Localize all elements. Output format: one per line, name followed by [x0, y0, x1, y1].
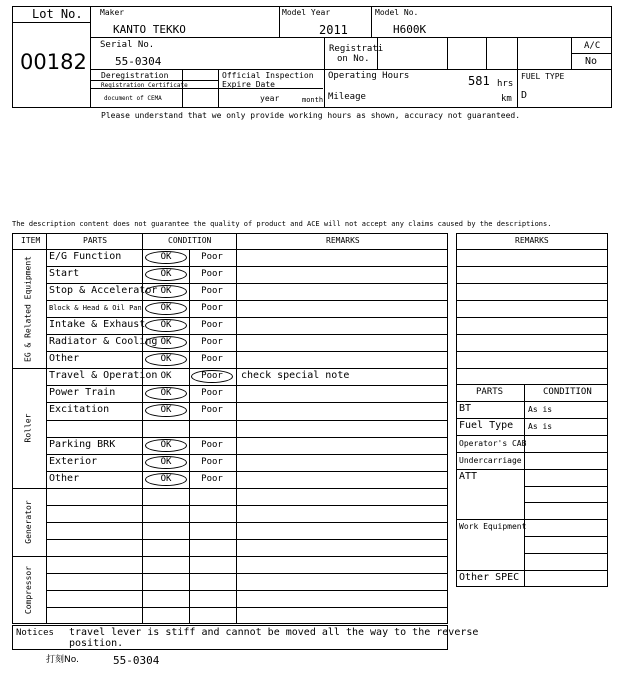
poor-mark: Poor — [201, 337, 223, 348]
ok-mark: OK — [145, 268, 187, 281]
item-group-label: Generator — [24, 500, 33, 544]
notices-label: Notices — [16, 628, 54, 638]
ok-mark: OK — [145, 251, 187, 264]
poor-mark: Poor — [201, 286, 223, 297]
registration-label: Registrati — [329, 44, 384, 54]
ok-mark: OK — [160, 371, 172, 382]
part-name: Exterior — [49, 455, 98, 467]
ok-mark: OK — [145, 285, 187, 298]
poor-mark: Poor — [201, 473, 223, 484]
expire-date-label: Expire Date — [222, 80, 275, 89]
ok-mark: OK — [145, 336, 187, 349]
part-name: E/G Function — [49, 251, 122, 262]
part-name: Excitation — [49, 404, 110, 416]
right-part-name: Other SPEC — [459, 572, 520, 583]
right-part-condition: As is — [528, 405, 553, 414]
poor-mark: Poor — [201, 269, 223, 280]
poor-mark: Poor — [191, 370, 233, 383]
part-name: Other — [49, 472, 80, 484]
part-name: Intake & Exhaust — [49, 319, 146, 331]
right-part-name: Work Equipment — [459, 522, 527, 532]
hrs-unit: hrs — [497, 79, 514, 89]
part-name: Start — [49, 268, 80, 280]
part-name: Travel & Operation — [49, 370, 158, 382]
stamp-no-label: 打刻No. — [46, 655, 79, 665]
item-group-label: Roller — [24, 413, 33, 443]
poor-mark: Poor — [201, 252, 223, 262]
ok-mark: OK — [145, 353, 187, 366]
registration-label-2: on No. — [337, 54, 370, 64]
ok-mark: OK — [145, 387, 187, 400]
part-name: Stop & Accelerator — [49, 285, 158, 297]
serial-value: 55-0304 — [115, 55, 162, 68]
right-condition-header: CONDITION — [543, 387, 592, 397]
operating-hours-value: 581 — [468, 74, 490, 88]
remark-text: check special note — [241, 370, 350, 382]
poor-mark: Poor — [201, 405, 223, 416]
disclaimer: The description content does not guarantee the quality of product and ACE will not accept any claims caused by the descriptions. — [12, 220, 552, 228]
model-no-label: Model No. — [375, 8, 419, 17]
poor-mark: Poor — [201, 456, 223, 467]
lot-number: 00182 — [20, 50, 87, 74]
part-name: Other — [49, 353, 80, 365]
month-label: month — [302, 96, 324, 104]
ok-mark: OK — [145, 456, 187, 469]
cema-document-label: document of CEMA — [104, 95, 162, 102]
col-parts-header: PARTS — [83, 236, 108, 245]
ac-value: No — [585, 56, 598, 67]
ok-mark: OK — [145, 319, 187, 332]
km-unit: km — [501, 94, 512, 104]
registration-certificate-label: Registration Certificate — [101, 82, 188, 89]
deregistration-label: Deregistration — [101, 71, 169, 80]
model-year-label: Model Year — [282, 8, 331, 17]
lot-label: Lot No. — [32, 7, 83, 21]
col-condition-header: CONDITION — [168, 236, 212, 245]
model-no-value: H600K — [393, 23, 427, 36]
right-parts-header: PARTS — [476, 387, 504, 397]
right-part-name: Fuel Type — [459, 419, 514, 431]
mileage-label: Mileage — [328, 92, 366, 102]
accuracy-note: Please understand that we only provide working hours as shown, accuracy not guaranteed. — [101, 111, 521, 120]
serial-label: Serial No. — [100, 40, 155, 50]
maker-label: Maker — [100, 8, 125, 17]
right-part-name: ATT — [459, 470, 478, 482]
part-name: Block & Head & Oil Pan — [49, 304, 142, 313]
poor-mark: Poor — [201, 320, 223, 331]
poor-mark: Poor — [201, 354, 223, 365]
ok-mark: OK — [145, 473, 187, 486]
col-item-header: ITEM — [21, 236, 41, 245]
fuel-type-label: FUEL TYPE — [521, 72, 565, 81]
model-year-value: 2011 — [319, 23, 348, 37]
notices-text-line1: travel lever is stiff and cannot be moved all the way to the reverse — [69, 627, 479, 638]
col-remarks-header: REMARKS — [326, 236, 360, 245]
year-label: year — [260, 94, 280, 103]
stamp-no-value: 55-0304 — [113, 654, 160, 667]
part-name: Radiator & Cooling — [49, 336, 158, 348]
right-part-name: Undercarriage — [459, 455, 522, 465]
part-name: Power Train — [49, 387, 116, 399]
notices-text-line2: position. — [69, 638, 124, 649]
fuel-type-value: D — [521, 90, 528, 101]
right-part-name: Operator's CAB — [459, 438, 527, 448]
inspection-label: Official Inspection — [222, 71, 314, 80]
poor-mark: Poor — [201, 388, 223, 399]
ok-mark: OK — [145, 439, 187, 452]
ok-mark: OK — [145, 404, 187, 417]
operating-hours-label: Operating Hours — [328, 71, 410, 81]
item-group-label: EG & Related Equipment — [24, 255, 33, 362]
right-part-condition: As is — [528, 421, 553, 431]
maker-value: KANTO TEKKO — [113, 23, 186, 36]
item-group-label: Compressor — [24, 565, 33, 615]
ok-mark: OK — [145, 302, 187, 315]
right-remarks-header: REMARKS — [515, 236, 549, 245]
poor-mark: Poor — [201, 303, 223, 314]
part-name: Parking BRK — [49, 438, 116, 450]
right-part-name: BT — [459, 403, 472, 414]
poor-mark: Poor — [201, 439, 223, 450]
ac-label: A/C — [584, 41, 601, 51]
